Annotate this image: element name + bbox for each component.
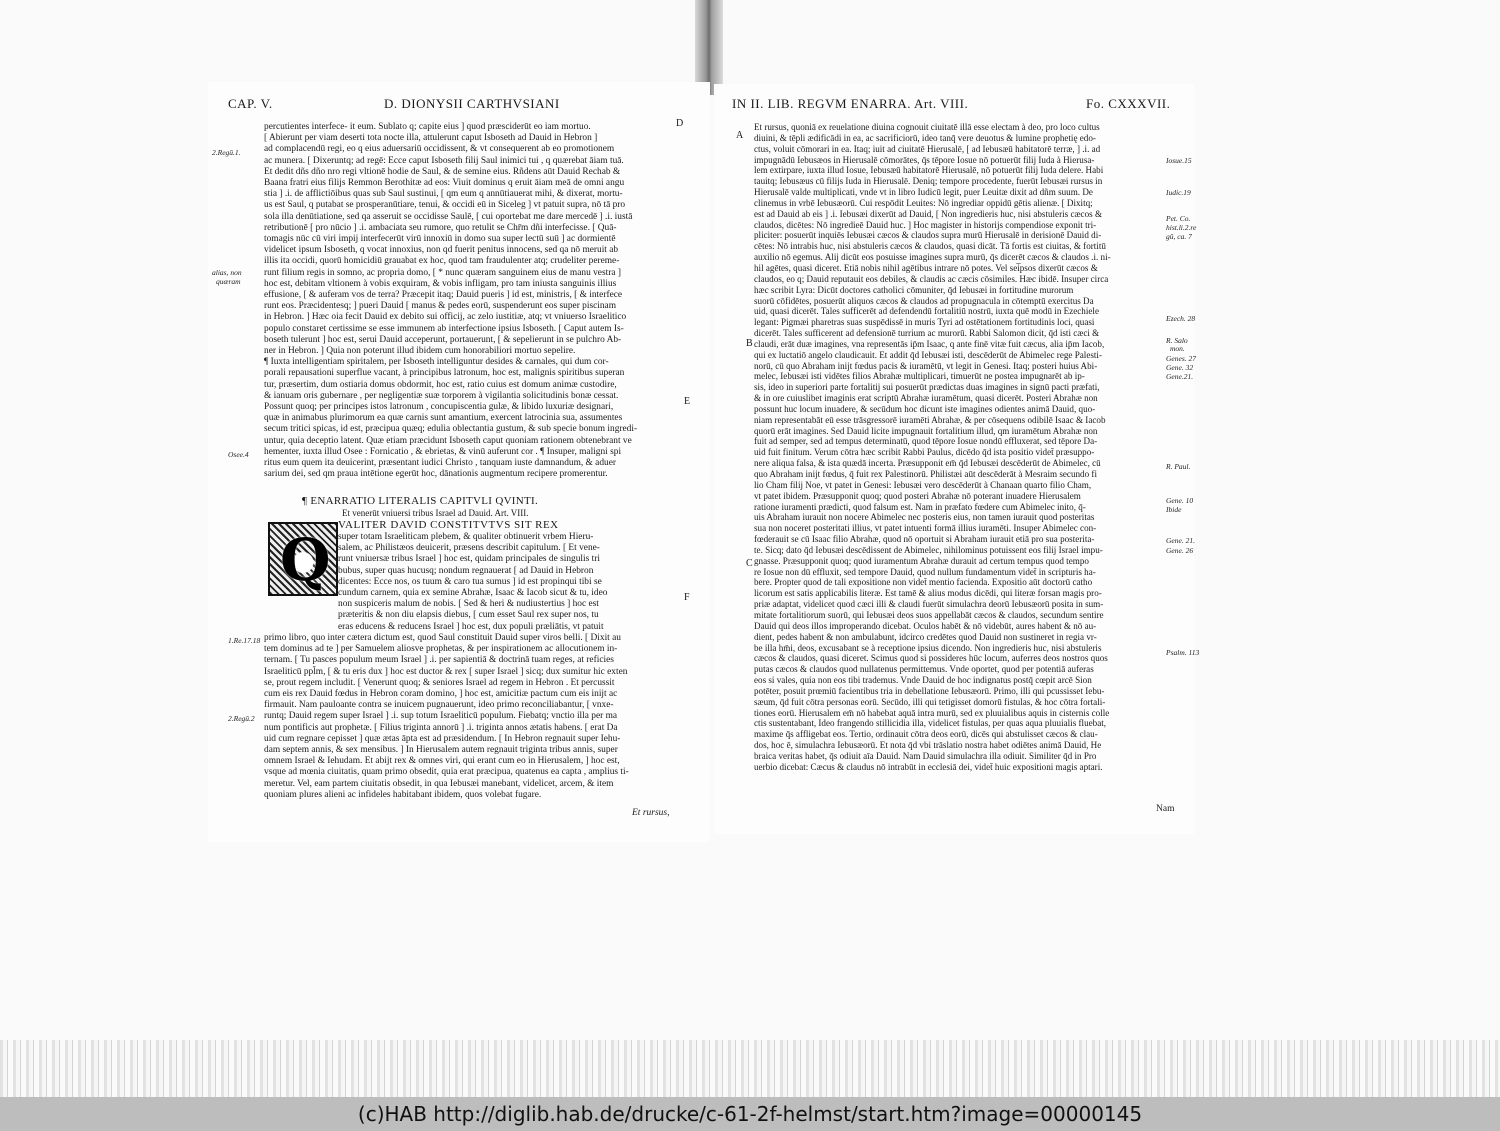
text-line: ad complacendū regi, eo q eius aduersariū occidissent, & vt consequerent ab eo promotionem	[264, 144, 615, 155]
text-line: illis ita occidi, quorū homicidiū grauabat ex hoc, quod tam fraudulenter atq; crudeliter pereme-	[264, 256, 620, 267]
section-marker-e: E	[684, 396, 691, 407]
text-line: ctus, voluit cōmorari in ea. Itaq; iuit ad ciuitatē Hierusalē, [ ad Iebusæū habitatorē terræ, ] .i. ad	[754, 143, 1101, 154]
left-page-text-block-bottom	[264, 633, 684, 801]
text-line: vsque ad mœnia ciuitatis, quam primo obsedit, quia erat præcipua, quatenus ea capta , amplius ti-	[264, 767, 629, 778]
marginal-note: Iosue.15	[1166, 156, 1192, 165]
text-line: ctis sustentabant, Ideo frangendo stillicidia illa, videlicet fistulas, per quas aqua pluuialis fluebat,	[754, 718, 1107, 729]
left-page-text-beside-initial	[338, 532, 683, 633]
text-line: uid cum regnare cepisset ] quæ ætas āpta est ad præsidendum. [ In Hebron regnauit super Iehu-	[264, 733, 621, 744]
text-line: se, prout regem includit. [ Venerunt quoq; & seniores Israel ad regem in Hebron . Et percussit	[264, 677, 615, 688]
text-line: eos si vales, quia non eos tibi trademus. Vnde Dauid de hoc indignatus postq̄ cœpit arcē Sion	[754, 675, 1092, 686]
section-marker-a: A	[736, 130, 744, 141]
text-line: porali repausationi superflue vacant, à principibus latronum, hoc est, malignis spiritibus superan	[264, 368, 625, 379]
text-line: lem extirpare, iuxta illud Iosue, Iebusæū habitatorē Hierusalē, nō potuerūt filij Iuda delere. Habi	[754, 165, 1104, 176]
book-gutter-shadow	[695, 0, 723, 95]
text-line: suorū cōfidētes, posuerūt aliquos cæcos & claudos ad propugnacula in cōtemptū exercitus Da	[754, 295, 1094, 306]
text-line: Possunt quoq; per principes istos latronum , concupiscentia gulæ, & libido luxuriæ designari,	[264, 402, 614, 413]
text-line: in Hebron. ] Hæc oia fecit Dauid ex debito sui officij, ac zelo iustitiæ, atq; vt vniuerso Israelitico	[264, 312, 627, 323]
marginal-note: R. Salo	[1166, 336, 1188, 345]
initial-letter: Q	[280, 526, 331, 594]
text-line: ternam. [ Tu pasces populum meum Israel ] .i. per sapientiā & doctrinā tuam reges, at reficies	[264, 655, 614, 666]
text-line: & in ore cuiuslibet imaginis erat scriptū Abrahæ iuramētum, quasi dicerēt. Posteri Abrahæ non	[754, 393, 1098, 404]
text-line: vt patet ibidem. Præsupponit quoq; quod posteri Abrahæ nō poterant inuadere Hierusalem	[754, 490, 1081, 501]
text-line: sola illa denūtiatione, sed qa asseruit se occidisse Saulē, [ cui oportebat me dare mercedē ] .i. iustā	[264, 211, 633, 222]
text-line: clinemus in vrbē Iebusæorū. Cui respōdit Leuites: Nō ingrediar oppidū gētis alienæ. [ Dixitq;	[754, 197, 1093, 208]
text-line: secum tritici spicas, id est, præcipua quæq; edulia oblectantia gustum, & sub specie bonum ingredi-	[264, 424, 638, 435]
text-line: hementer, iuxta illud Osee : Fornicatio , & ebrietas, & vinū auferunt cor . ¶ Insuper, maligni spi	[264, 446, 622, 457]
catchword: Et rursus,	[632, 808, 670, 818]
text-line: fuit ad semper, sed ad tempus determinatū, quod tēpore Iosue nondū effluxerat, sed tēpore Da-	[754, 436, 1098, 447]
text-line: putas cæcos & claudos quod nullatenus permittemus. Vnde oportet, quod per potentiā auferas	[754, 664, 1094, 675]
marginal-note: Genes. 27	[1166, 354, 1196, 363]
text-line: tomagis nūc cū viri impij interfecerūt virū innoxiū in domo sua super lectū suū ] ac dormientē	[264, 234, 616, 245]
left-page-chapter-header: CAP. V.	[228, 96, 273, 111]
text-line: runtq; Dauid regem super Israel ] .i. sup totum Israeliticū populum. Fiebatq; vnctio illa per ma	[264, 711, 618, 722]
text-line: sarium dei, sed qm praua intētione egerūt hoc, dānationis augmentum recipere promerentur.	[264, 469, 608, 480]
text-line: melec, Iebusæi isti vidētes filios Abrahæ multiplicari, timuerūt ne postea impugnarēt ab ip-	[754, 371, 1085, 382]
copyright-url-bar: (c)HAB http://diglib.hab.de/drucke/c-61-2f-helmst/start.htm?image=00000145	[0, 1097, 1500, 1131]
text-line: sis, ideo in superiori parte fortalitij sui posuerūt prædictas duas imagines in signū pacti præfati,	[754, 382, 1100, 393]
text-line: eras educens & reducens Israel ] hoc est, dux populi præliātis, vt patuit	[338, 621, 604, 632]
text-line: uis Abraham iurauit non nocere Abimelec nec posteris eius, non tamen iurauit quod posteritas	[754, 512, 1095, 523]
text-line: hoc est, debitam vltionem à vobis exquiram, & vobis infligam, pro tam iniusta sanguinis illius	[264, 278, 617, 289]
section-marker-c: C	[746, 558, 753, 569]
text-line: omnem Israel & Iehudam. Et abijt rex & omnes viri, qui erant cum eo in Hierusalem, ] hoc est,	[264, 756, 620, 767]
text-line: be illa hm̄i, deos, excusabant se à receptione ipsius dicendo. Non ingredieris huc, nisi abstuleris	[754, 642, 1102, 653]
section-marker-f: F	[684, 592, 690, 603]
text-line: priæ adaptat, videlicet quod cæci illi & claudi fuerūt simulachra deorū Iebusæorū posita in sum-	[754, 599, 1104, 610]
text-line: Hierusalē valde multiplicati, vnde vt in libro Iudicū legit, puer Leuitæ dixit ad dñm suum. De	[754, 187, 1093, 198]
decorated-initial	[268, 522, 338, 596]
marginal-note: Pet. Co.	[1166, 214, 1191, 223]
text-line: ritus eum quem ita deuicerint, præsentant iudici Christo , tanquam iuste damnandum, & aduer	[264, 458, 617, 469]
text-line: runt eos. Præcidentesq; ] pueri Dauid [ manus & pedes eorū, suspenderunt eos super piscinam	[264, 301, 617, 312]
marginal-note: hist.li.2.re	[1166, 223, 1197, 232]
text-line: ¶ Iuxta intelligentiam spiritalem, per Isboseth intelliguntur desides & carnales, qui dum cor-	[264, 357, 609, 368]
section-marker-b: B	[746, 338, 753, 349]
marginal-note: gū, ca. 7	[1166, 232, 1192, 241]
folio-number: Fo. CXXXVII.	[1086, 96, 1171, 111]
text-line: claudos, eo q; Dauid reputauit eos debiles, & claudis ac cæcis cōsimiles. Hæc ibidē. Insuper circa	[754, 273, 1109, 284]
text-line: hil agētes, quasi diceret. Etiā nobis nihil agētibus intrare nō potes. Vel sei̅psos dixerūt cæcos &	[754, 262, 1098, 273]
text-line: primo libro, quo inter cætera dictum est, quod Saul constituit Dauid super viros belli. [ Dixit au	[264, 633, 621, 643]
text-line: niam representabāt eū esse trāsgressorē iuramēti Abrahæ, & per cōsequens odibilē Isaac & Iacob	[754, 414, 1106, 425]
marginal-note: Gene. 10	[1166, 496, 1194, 505]
text-line: est ad Dauid ab eis ] .i. Iebusæi dixerūt ad Dauid, [ Non ingredieris huc, nisi abstuleris cæcos &	[754, 208, 1103, 219]
text-line: boseth tulerunt ] hoc est, serui Dauid acceperunt, portauerunt, [ & sepelierunt in se pulchro Ab-	[264, 334, 622, 345]
text-line: gnasse. Præsupponit quoq; quod iuramentum Abrahæ durauit ad certum tempus quod tempo	[754, 555, 1089, 566]
text-line: videlicet ipsum Isboseth, q vocat innoxius, non qd fuerit penitus innocens, sed qa nō meruit ab	[264, 245, 619, 256]
marginal-note: Iudic.19	[1166, 188, 1191, 197]
marginal-note: quæram	[216, 277, 241, 286]
marginal-note: Ibide	[1166, 505, 1182, 514]
text-line: quo Abraham inijt fœdus, q̄ fuit rex Palestinorū. Philistæi aūt descēderāt à Mesraim secundo fi	[754, 469, 1097, 479]
text-line: cum eis rex Dauid fœdus in Hebron coram domino, ] hoc est, amicitiæ pactum cum eis inijt ac	[264, 689, 618, 700]
text-line: bere. Propter quod de tali expositione non videt̄ mentio facienda. Expositio aūt doctorū catho	[754, 577, 1093, 588]
text-line: quæ in animabus plurimorum ea quæ carnis sunt amantium, exercent latrocinia sua, assumentes	[264, 413, 623, 424]
text-line: qui ex luctatiō angelo claudicauit. Et addit q̄d Iebusæi isti, descēderūt de Abimelec rege Palesti-	[754, 349, 1102, 360]
chapter-opening-caps: VALITER DAVID CONSTITVTVS SIT REX	[338, 519, 559, 531]
text-line: non suspiceris malum de nobis. [ Sed & heri & nudiustertius ] hoc est	[338, 599, 599, 610]
text-line: pliciter: posuerūt inquiēs Iebusæi cæcos & claudos supra murū Hierusalē in derisionē Dauid di-	[754, 230, 1102, 241]
text-line: Et dedit dñs dño nro regi vltionē hodie de Saul, & de semine eius. Rñdens aūt Dauid Rechab &	[264, 166, 621, 177]
text-line: meretur. Vel, eam partem ciuitatis obsedit, in qua Iebusæi manebant, videlicet, arcem, & item	[264, 778, 614, 789]
right-page-running-title: IN II. LIB. REGVM ENARRA. Art. VIII.	[732, 96, 969, 111]
marginal-note: 2.Regū.2	[228, 714, 255, 723]
text-line: effusione, [ & auferam vos de terra? Præcepit itaq; Dauid pueris ] id est, ministris, [ & interfece	[264, 290, 623, 301]
text-line: ner in Hebron. ] Quia non poterunt illud ibidem cum honorabiliori mortuo sepelire.	[264, 346, 576, 357]
text-line: uid, quasi dicerēt. Tales sufficerēt ad defendendū fortalitiū nostrū, iuxta quē modū in Ezechiele	[754, 306, 1099, 317]
marginal-note: Gene. 32	[1166, 363, 1194, 372]
text-line: dicentes: Ecce nos, os tuum & caro tua sumus ] id est propinqui tibi se	[338, 576, 602, 587]
marginal-note: Osee.4	[228, 450, 249, 459]
text-line: te. Sicq; dato q̄d Iebusæi descēdissent de Abimelec, nihilominus potuissent eos filij Israel impu-	[754, 544, 1103, 555]
marginal-note: 1.Re.17.18	[228, 636, 261, 645]
text-line: tiones eorū. Hierusalem em̄ nō habebat aquā intra murū, sed ex pluuialibus aquis in cisternis colle	[754, 707, 1110, 718]
text-line: sæum, q̄d fuit cōtra personas eorū. Secūdo, illi qui tetigisset domorū fistulas, & hoc cōtra fortali-	[754, 696, 1106, 707]
text-line: claudi, erāt duæ imagines, vna representās ip̄m Isaac, q ante finē vitæ fuit cæcus, alia ip̄m Iacob,	[754, 338, 1105, 349]
text-line: dam septem annis, & sex mensibus. ] In Hierusalem autem regnauit triginta tribus annis, super	[264, 745, 618, 756]
text-line: mitate fortalitiorum suorū, qui Iebusæi deos suos appellabāt cæcos & claudos, secundum sentire	[754, 609, 1104, 620]
text-line: nere aliqua falsa, & ista quædā incerta. Præsupponit em̄ q̄d Iebusæi descēderūt de Abimelec, cū	[754, 458, 1101, 469]
text-line: norū, cū quo Abraham inijt fœdus pacis & iuramētū, vt legit in Genesi. Itaq; posteri huius Abi-	[754, 360, 1098, 371]
section-heading: ¶ ENARRATIO LITERALIS CAPITVLI QVINTI.	[302, 495, 539, 507]
marginal-note: Gene. 26	[1166, 546, 1194, 555]
marginal-note: mon.	[1170, 344, 1185, 353]
text-line: dos, hoc ē, simulachra Iebusæorū. Et nota q̄d vbi trāslatio nostra habet odiētes animā Dauid, He	[754, 740, 1102, 751]
text-line: num pontificis aut prophetæ. [ Filius triginta annorū ] .i. triginta annos ætatis habens. [ erat Da	[264, 722, 618, 733]
text-line: claudos, dicētes: Nō ingredieē Dauid huc. ] Hoc magister in historijs compendiose exponit tri-	[754, 219, 1097, 230]
left-page-running-title: D. DIONYSII CARTHVSIANI	[384, 96, 560, 111]
text-line: quoniam plures alieni ac infideles habitabant ibidem, quos volebat fugare.	[264, 789, 542, 800]
text-line: maxime q̄s affligebat eos. Tertio, ordinauit cōtra deos eorū, dicēs qui abstulisset cæcos & clau-	[754, 729, 1098, 740]
text-line: braica veritas habet, q̄s odiuit aīa Dauid. Nam Dauid simulachra illa odiuit. Similiter q̄d in Pro	[754, 750, 1097, 761]
left-page	[208, 82, 710, 842]
text-line: re Iosue non dū effluxit, sed tempore Dauid, quod nullum fundamentum videt̄ in scripturis ha-	[754, 566, 1096, 577]
text-line: cundum carnem, quia ex semine Abrahæ, Isaac & Iacob sicut & tu, ideo	[338, 588, 608, 599]
right-page	[714, 84, 1200, 834]
text-line: ratione iuramenti prædicti, quod falsum est. Nam in præfato fœdere cum Abimelec inito, q̄-	[754, 501, 1086, 512]
marginal-note: Ezech. 28	[1166, 314, 1196, 323]
text-line: lio Cham filij Noe, vt patet in Genesi: Iebusæi vero descēderūt à Chanaan quarto filio Cham,	[754, 479, 1092, 490]
text-line: tauitq; Iebusæus cū filijs Iuda in Hierusalē. Deniq; tempore procedente, fuerūt Iebusæi rursus in	[754, 176, 1103, 187]
text-line: auxilio nō egemus. Alij dicūt eos posuisse imagines supra murū, q̄s dicerēt cæcos & claudos .i. ni-	[754, 252, 1111, 263]
text-line: quorū erāt imagines. Sed Dauid licite impugnauit fortalitium illud, qm iuramētum Abrahæ non	[754, 425, 1098, 436]
marginal-note: Gene.21.	[1166, 372, 1194, 381]
text-line: runt vniuersæ tribus Israel ] hoc est, quidam principales de singulis tri	[338, 554, 600, 565]
text-line: runt filium regis in somno, ac propria domo, [ * nunc quæram sanguinem eius de manu vestra ]	[264, 267, 621, 278]
marginal-note: alias, non	[212, 268, 242, 277]
text-line: fœderauit se cū Isaac filio Abrahæ, quod nō oportuit si Abraham iurauit etiā pro sua posterita-	[754, 534, 1095, 545]
text-line: hæc scribit Lyra: Dicūt doctores catholici cōmuniter, q̄d Iebusæi in fortitudine murorum	[754, 284, 1074, 295]
text-line: uid fuit finitum. Verum cōtra hæc scribit Rabbi Paulus, dicēdo q̄d ista positio videt̄ præsuppo-	[754, 447, 1095, 458]
section-marker-d: D	[676, 118, 684, 129]
text-line: Et rursus, quoniā ex reuelatione diuina cognouit ciuitatē illā esse electam à deo, pro loco cultus	[754, 122, 1100, 132]
catchword: Nam	[1156, 804, 1175, 814]
text-line: super totam Israeliticam plebem, & qualiter obtinuerit vrbem Hieru-	[338, 532, 594, 542]
scan-edge-noise	[0, 1040, 1500, 1097]
marginal-note: Psalm. 113	[1166, 648, 1200, 657]
text-line: untur, quia deceptio latent. Quæ etiam præcidunt Isboseth caput quoniam rationem obtenebrant ve	[264, 435, 632, 446]
text-line: retributionē [ pro nūcio ] .i. ambaciata seu rumore, quo retulit se Chr̄m dñi interfecisse. [ Quā-	[264, 222, 617, 233]
text-line: diuini, & tēpli ædificādi in ea, ac sacrificiorū, ideo tanq̄ vere deuotus & lumine prophetię edo-	[754, 132, 1096, 143]
text-line: [ Abierunt per viam deserti tota nocte illa, attulerunt caput Isboseth ad Dauid in Hebron ]	[264, 133, 598, 144]
section-subheading: Et venerūt vniuersi tribus Israel ad Dauid. Art. VIII.	[342, 508, 529, 518]
text-line: Dauid qui deos illos improperando dicebat. Oculos habēt & nō videbūt, aures habent & nō au-	[754, 620, 1097, 631]
text-line: sua non noceret posteritati illius, vt patet intuenti formā illius iuramēti. Insuper Abimelec con-	[754, 523, 1097, 534]
text-line: potēter, posuit prœmiū facientibus tria in debellatione Iebusæorū. Primo, illi qui pcussisset Iebu-	[754, 685, 1105, 696]
right-page-text-block	[754, 122, 1164, 773]
text-line: tur, præsertim, dum ostiaria domus obdormit, hoc est, ratio cuius est domum animæ custodire,	[264, 379, 617, 390]
text-line: possunt huc locum inuadere, & secūdum hoc dicunt iste imagines odientes animā Dauid, quo-	[754, 403, 1096, 414]
text-line: præteritis & non diu elapsis diebus, [ cum esset Saul rex super nos, tu	[338, 610, 599, 621]
text-line: salem, ac Philistæos deuicerit, præsens describit capitulum. [ Et vene-	[338, 543, 600, 554]
text-line: legant: Pigmæi pharetras suas suspēdissē in muris Tyri ad ostētationem fortitudinis loci, quasi	[754, 317, 1095, 328]
text-line: Israeliticū ppl̄m, [ & tu eris dux ] hoc est ductor & rex [ super Israel ] sicq; dux sumitur hic exten	[264, 666, 628, 677]
text-line: cētes: Nō intrabis huc, nisi abstuleris cæcos & claudos, quasi dicāt. Tā fortis est ciuitas, & fortitū	[754, 241, 1106, 252]
text-line: uerbio dicebat: Cæcus & claudus nō intrabūt in ecclesiā dei, videt̄ huic expositioni magis aptari.	[754, 761, 1103, 772]
left-page-text-block-top	[264, 122, 684, 481]
text-line: stia ] .i. de afflictiōibus quas sub Saul sustinui, [ qm eum q annūtiauerat mihi, & dixerat, mortu-	[264, 189, 623, 200]
text-line: ac munera. [ Dixeruntq; ad regē: Ecce caput Isboseth filij Saul inimici tui , q quærebat āiam tuā.	[264, 155, 624, 166]
text-line: impugnādū Iebusæos in Hierusalē cōmorātes, q̄s tēpore Iosue nō potuerūt filij Iuda à Hierusa-	[754, 154, 1095, 165]
text-line: dicerēt. Tales sufficerent ad defensionē turrium ac murorū. Rabbi Salomon dicit, q̄d isti cæci &	[754, 328, 1100, 339]
text-line: tem dominus ad te ] per Samuelem aliosve prophetas, & per inspirationem ac allocutionem in-	[264, 644, 618, 655]
text-line: cæcos & claudos, quasi diceret. Scimus quod si possideres hūc locum, auferres deos nostros quos	[754, 653, 1108, 664]
marginal-note: R. Paul.	[1166, 462, 1191, 471]
text-line: Baana fratri eius filijs Remmon Berothitæ ad eos: Viuit dominus q eruit āiam meā de omni angu	[264, 178, 625, 189]
text-line: populo constaret certissime se esse immunem ab interfectione ipsius Isboseth. [ Caput autem Is-	[264, 323, 624, 334]
marginal-note: 2.Regū.1.	[212, 148, 241, 157]
marginal-note: Gene. 21.	[1166, 536, 1195, 545]
text-line: percutientes interfece- it eum. Sublato q; capite eius ] quod præsciderūt eo iam mortuo.	[264, 122, 591, 132]
text-line: & ianuam oris gubernare , per negligentiæ suæ torporem à vigilantia solicitudinis bonæ cessat.	[264, 390, 619, 401]
text-line: us est Saul, q putabat se prosperanūtiare, tenui, & occidi eū in Siceleg ] vt patuit supra, nō tā pro	[264, 200, 626, 211]
text-line: dient, pedes habent & non ambulabunt, idcirco credētes quod Dauid non sustineret in regia vr-	[754, 631, 1097, 642]
text-line: bubus, super quas hucusq; nondum regnauerat [ ad Dauid in Hebron	[338, 565, 594, 576]
text-line: firmauit. Nam pauloante contra se inuicem pugnauerunt, ideo primo reconciliabantur, [ vnxe-	[264, 700, 614, 711]
text-line: licorum est satis applicabilis literæ. Est tamē & alius modus dicēdi, qui literæ forsan magis pro-	[754, 588, 1102, 599]
